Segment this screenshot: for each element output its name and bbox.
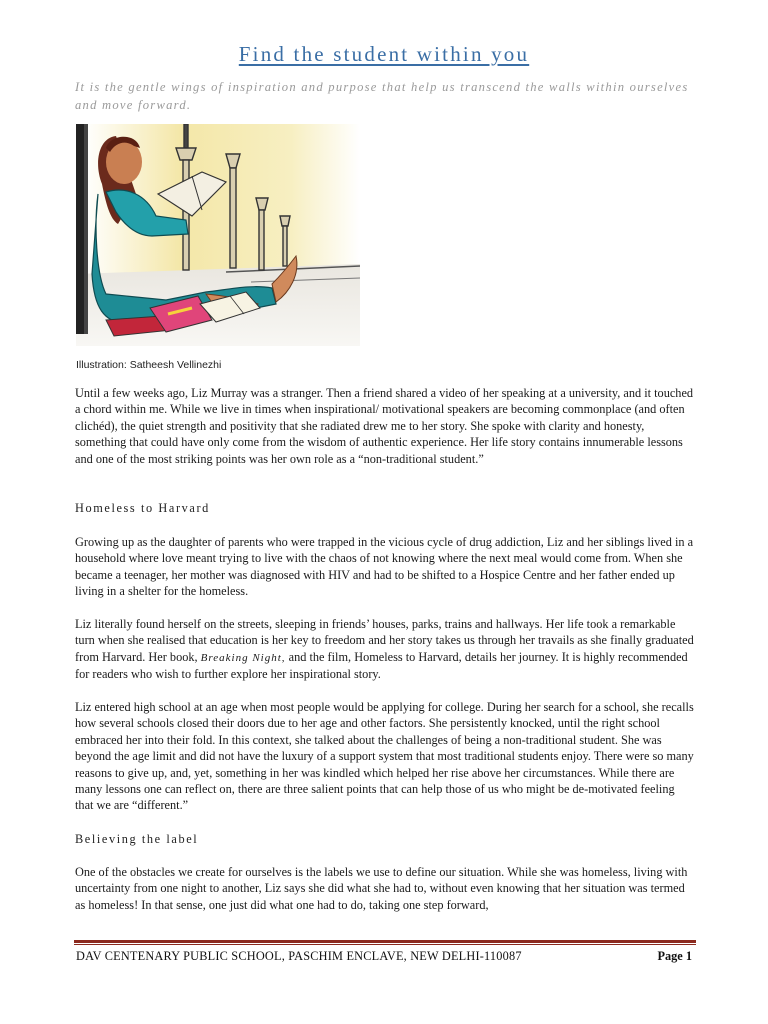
section-heading-homeless-to-harvard: Homeless to Harvard xyxy=(75,501,210,515)
book-title: Breaking Night, xyxy=(200,651,286,664)
paragraph-intro: Until a few weeks ago, Liz Murray was a stranger. Then a friend shared a video of her speaking at a university, and it touched a chord within me. While we live in times when inspirational/ motivational speakers are becoming commonplace (and often clichéd), the quiet strength and positivity that she radiated drew me to her story. She spoke with clarity and honesty, something that could have only come from the wisdom of authentic experience. Her life story contains innumerable lessons and one of the most striking points was her own role as a “non-traditional student.” xyxy=(75,386,694,466)
illustration-caption: Illustration: Satheesh Vellinezhi xyxy=(76,359,222,371)
paragraph-streets: Liz literally found herself on the streets, sleeping in friends’ houses, parks, trains and hallways. Her life took a remarkable turn when she realised that education is her key to freedom and her story takes us through her travails as she finally graduated from Harvard. Her book, Breaking Night, and the film, Homeless to Harvard, details her journey. It is highly recommended for readers who wish to further explore her inspirational story. xyxy=(75,617,694,682)
section-heading-believing-the-label: Believing the label xyxy=(75,832,199,846)
paragraph-high-school: Liz entered high school at an age when most people would be applying for college. During her search for a school, she recalls how several schools closed their doors due to her age and other factors. She persistently knocked, until the right school embraced her into their fold. In this context, she talked about the challenges of being a non-traditional student. She was beyond the age limit and did not have the luxury of a support system that most traditional students enjoy. There were so many reasons to give up, and, yet, something in her was kindled which helped her rise above her circumstances. While there are many lessons one can reflect on, there are three salient points that can help those of us who might be de-motivated feeling that we are “different.” xyxy=(75,700,694,813)
footer-school-name: DAV CENTENARY PUBLIC SCHOOL, PASCHIM ENCLAVE, NEW DELHI-110087 xyxy=(76,949,522,963)
footer-divider xyxy=(74,940,696,943)
paragraph-obstacles: One of the obstacles we create for ourselves is the labels we use to define our situation. While she was homeless, living with uncertainty from one night to another, Liz says she did what she had to, without even knowing that her situation was termed as homeless! In that sense, one just did what one had to do, taking one step forward, xyxy=(75,865,688,912)
article-subtitle: It is the gentle wings of inspiration and purpose that help us transcend the walls within ourselves and move forward. xyxy=(75,80,689,112)
article-title: Find the student within you xyxy=(238,42,530,66)
footer-page-number: Page 1 xyxy=(657,949,692,963)
woman-reading-illustration-icon xyxy=(76,124,360,346)
paragraph-growing-up: Growing up as the daughter of parents who were trapped in the vicious cycle of drug addiction, Liz and her siblings lived in a household where love meant trying to live with the chaos of not knowing where the next meal would come from. When she became a teenager, her mother was diagnosed with HIV and had to be shifted to a Hospice Centre and her father ended up living in a shelter for the homeless. xyxy=(75,535,694,599)
footer-divider-thin xyxy=(74,944,696,945)
